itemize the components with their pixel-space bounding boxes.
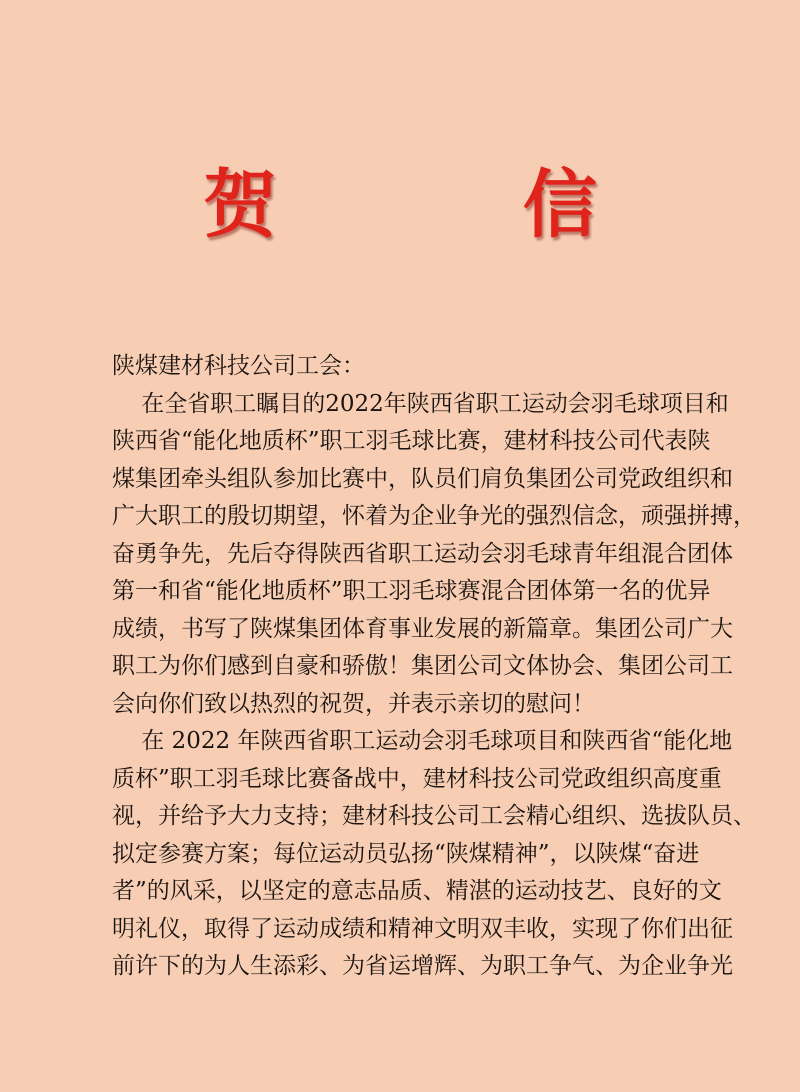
paragraph-line: 会向你们致以热烈的祝贺，并表示亲切的慰问！ [112,690,595,717]
salutation: 陕煤建材科技公司工会： [112,353,365,379]
paragraph-line: 者”的风采，以坚定的意志品质、精湛的运动技艺、良好的文 [112,878,722,904]
paragraph-line: 职工为你们感到自豪和骄傲！集团公司文体协会、集团公司工 [112,653,733,679]
paragraph-line: 在全省职工瞩目的2022年陕西省职工运动会羽毛球项目和 [112,390,729,417]
letter-title: 贺 信 [203,162,707,248]
paragraph-line: 拟定参赛方案；每位运动员弘扬“陕煤精神”，以陕煤“奋进 [112,840,700,867]
paragraph-2 [112,723,756,986]
paragraph-line: 成绩，书写了陕煤集团体育事业发展的新篇章。集团公司广大 [112,615,733,642]
paragraph-line: 奋勇争先，先后夺得陕西省职工运动会羽毛球青年组混合团体 [112,540,733,567]
paragraph-1 [112,386,756,724]
letter-body [112,348,756,986]
paragraph-line: 视，并给予大力支持；建材科技公司工会精心组织、选拔队员、 [112,803,756,829]
paragraph-line: 煤集团牵头组队参加比赛中，队员们肩负集团公司党政组织和 [112,465,733,492]
paragraph-line: 广大职工的殷切期望，怀着为企业争光的强烈信念，顽强拼搏， [112,503,756,529]
paragraph-line: 前许下的为人生添彩、为省运增辉、为职工争气、为企业争光 [112,953,733,979]
paragraph-line: 第一和省“能化地质杯”职工羽毛球赛混合团体第一名的优异 [112,578,711,604]
paragraph-line: 在 2022 年陕西省职工运动会羽毛球项目和陕西省“能化地 [112,728,733,754]
paragraph-line: 陕西省“能化地质杯”职工羽毛球比赛，建材科技公司代表陕 [112,428,711,454]
paragraph-line: 明礼仪，取得了运动成绩和精神文明双丰收，实现了你们出征 [112,915,733,942]
paragraph-line: 质杯”职工羽毛球比赛备战中，建材科技公司党政组织高度重 [112,765,722,792]
